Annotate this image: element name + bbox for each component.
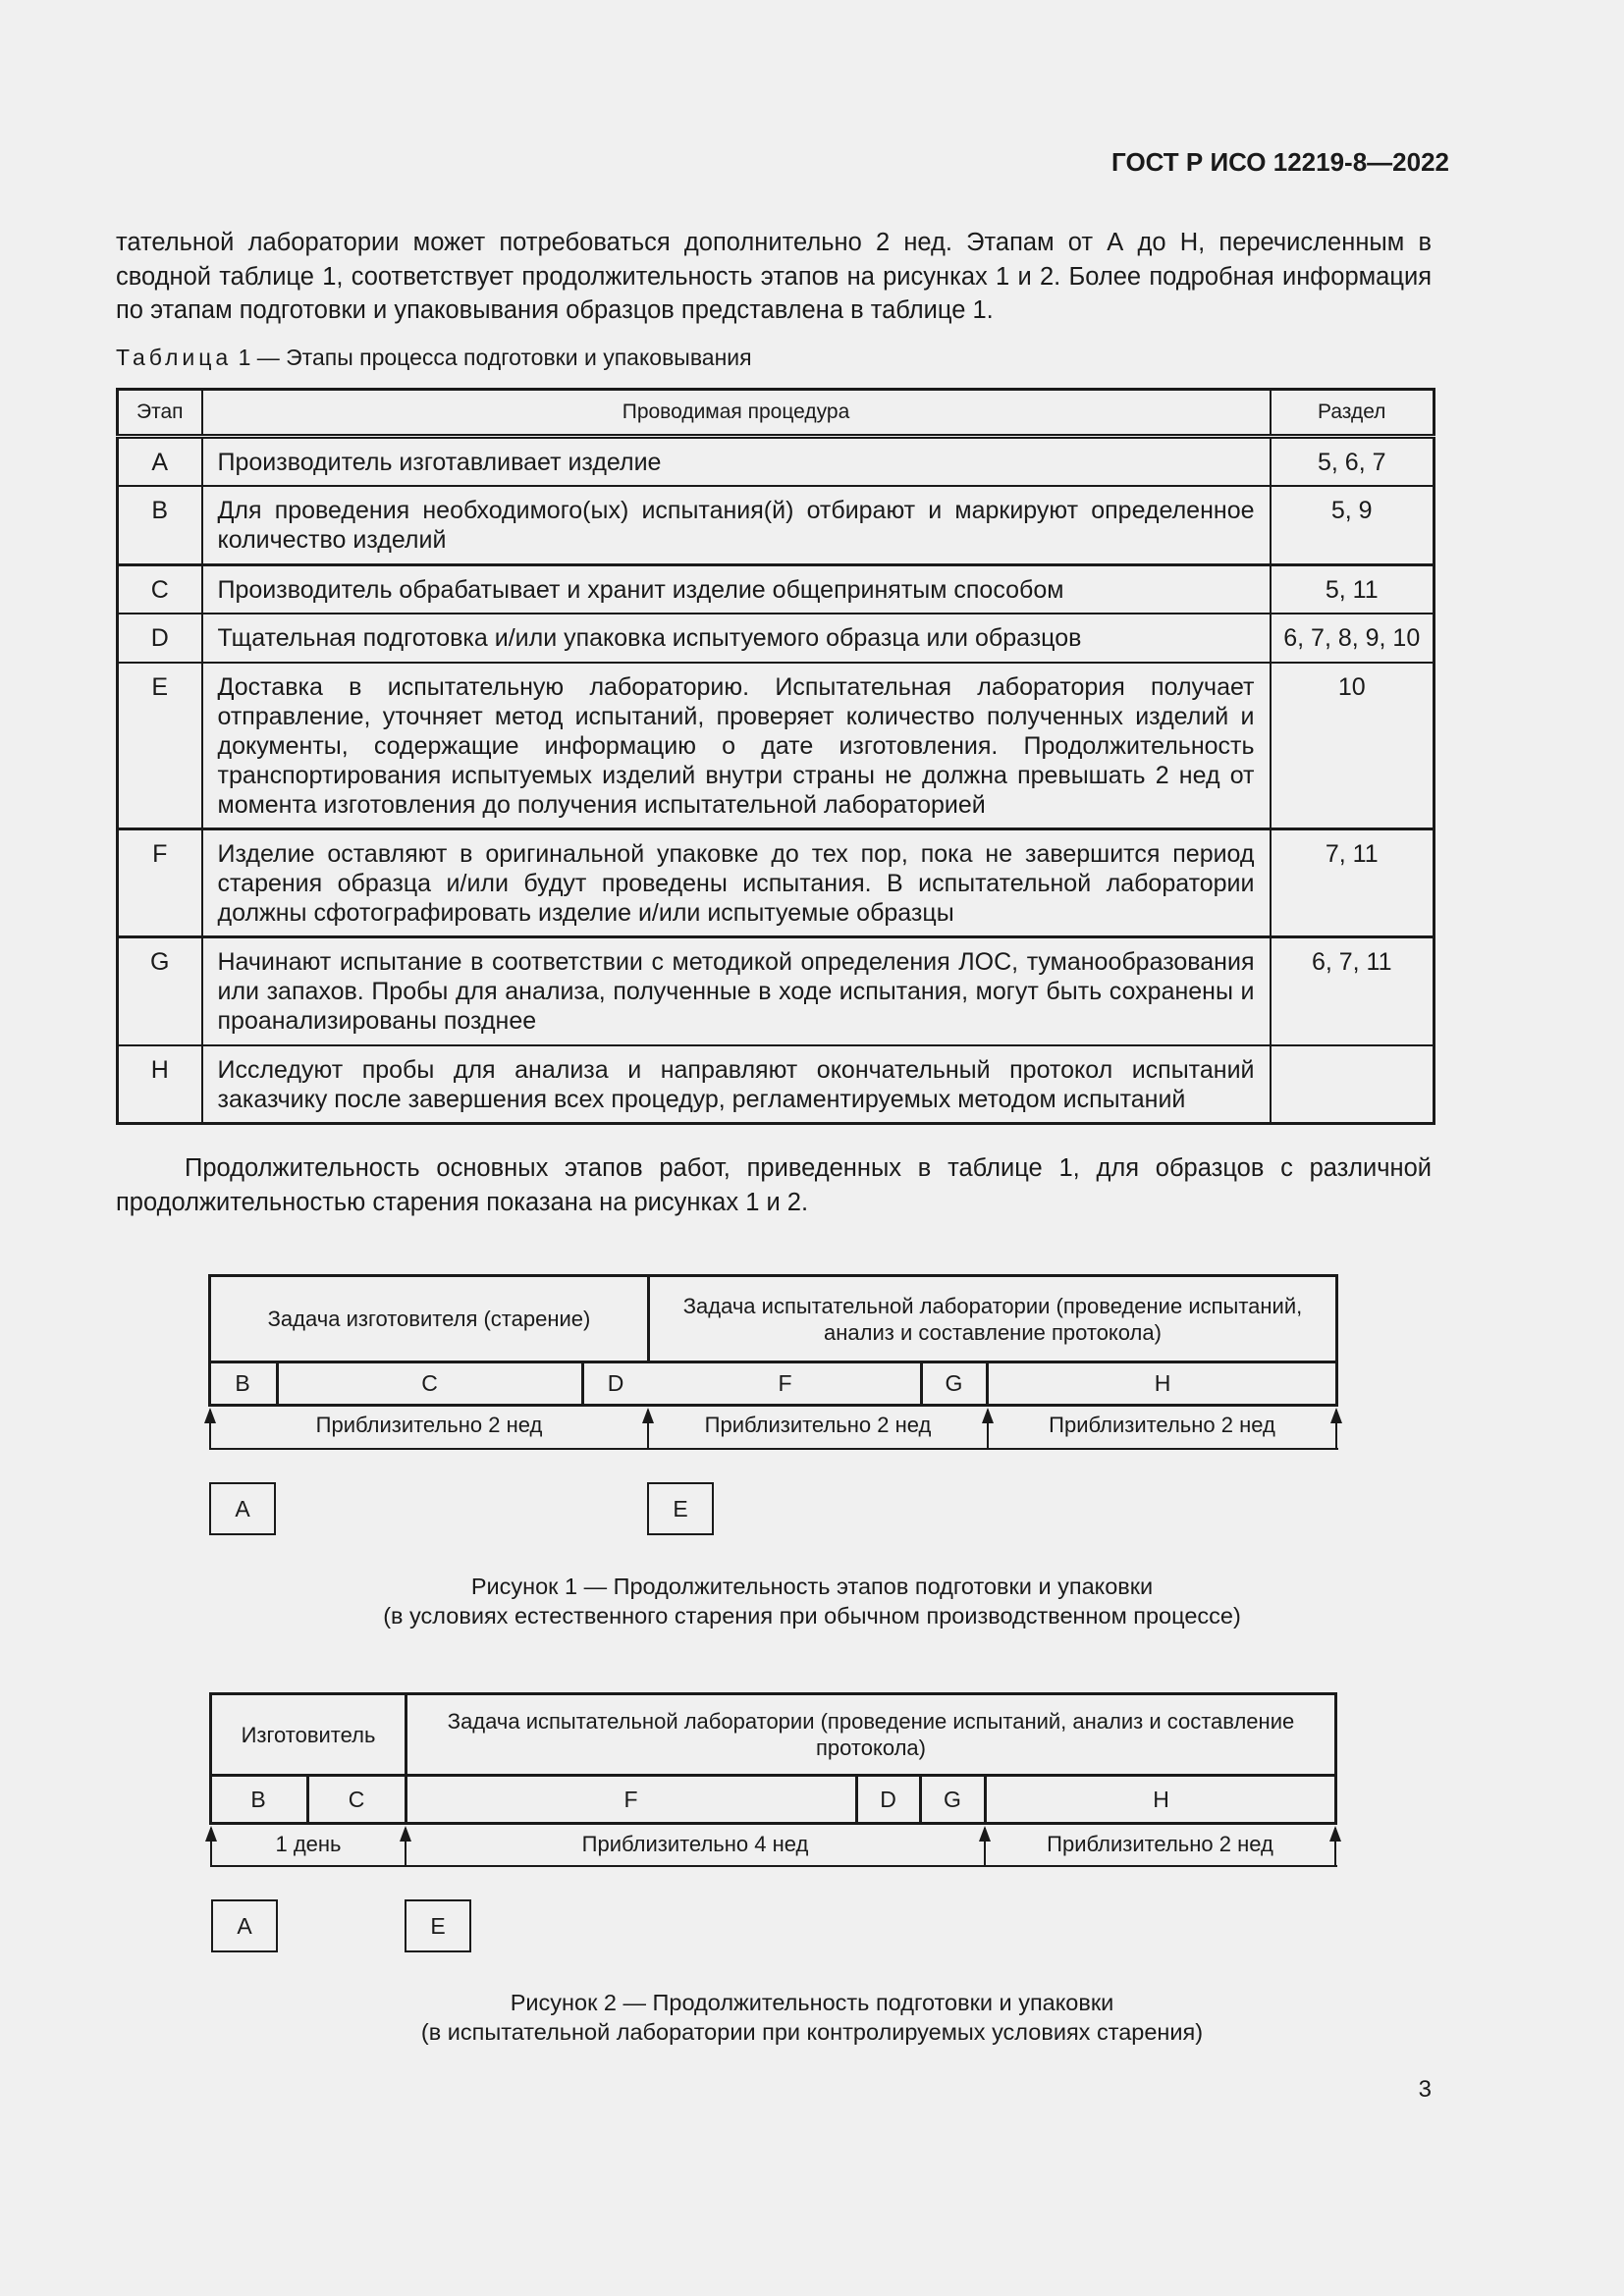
- figures-intro-paragraph: Продолжительность основных этапов работ, приведенных в таблице 1, для образцов с различной продолжительностью старения показана на рисунках 1 и 2.: [116, 1154, 1432, 1216]
- procedure-cell: Изделие оставляют в оригинальной упаковке до тех пор, пока не завершится период старения образца и/или будут проведены испытания. В испытательной лаборатории должны сфотографировать изделие и/или испытуемые образцы: [202, 829, 1271, 937]
- intro-paragraph: тательной лаборатории может потребоваться дополнительно 2 нед. Этапам от А до Н, перечисленным в сводной таблице 1, соответствует продолжительность этапов на рисунках 1 и 2. Более подробная информация по этапам подготовки и упаковывания образцов представлена в таблице 1.: [116, 229, 1432, 324]
- table-row: [118, 486, 1435, 564]
- stage-cell: H: [118, 1045, 202, 1124]
- table-row: [118, 663, 1435, 829]
- procedure-cell: Тщательная подготовка и/или упаковка испытуемого образца или образцов: [202, 614, 1271, 663]
- section-cell: 5, 11: [1271, 564, 1435, 614]
- stage-label-g: G: [945, 1370, 963, 1396]
- timeline-baseline: [209, 1448, 1338, 1450]
- stage-label-h: H: [1154, 1370, 1171, 1396]
- procedure-cell: Начинают испытание в соответствии с методикой определения ЛОС, туманообразования или запахов. Пробы для анализа, полученные в ходе испытания, могут быть сохранены и проанализированы позднее: [202, 937, 1271, 1045]
- stage-label-c: C: [348, 1786, 365, 1812]
- column-header-procedure: Проводимая процедура: [202, 390, 1271, 437]
- stage-cell: E: [118, 663, 202, 829]
- procedure-cell: Производитель изготавливает изделие: [202, 437, 1271, 487]
- stage-cell: F: [118, 829, 202, 937]
- figure-1-caption-line1: Рисунок 1 — Продолжительность этапов подготовки и упаковки: [470, 1574, 1154, 1599]
- procedure-cell: Производитель обрабатывает и хранит изделие общепринятым способом: [202, 564, 1271, 614]
- stage-label-f: F: [778, 1370, 792, 1396]
- figure-2-caption-line1: Рисунок 2 — Продолжительность подготовки и упаковки: [510, 1990, 1114, 2015]
- stage-label-h: H: [1153, 1786, 1169, 1812]
- stage-label-c: C: [421, 1370, 438, 1396]
- table-row: [118, 937, 1435, 1045]
- table-header-row: [118, 390, 1435, 437]
- section-cell: 6, 7, 11: [1271, 937, 1435, 1045]
- figure-2-caption-line2: (в испытательной лаборатории при контролируемых условиях старения): [420, 2019, 1204, 2045]
- column-header-section: Раздел: [1271, 390, 1435, 437]
- stage-label-b: B: [235, 1370, 250, 1396]
- procedure-cell: Исследуют пробы для анализа и направляют окончательный протокол испытаний заказчику после завершения всех процедур, регламентируемых методом испытаний: [202, 1045, 1271, 1124]
- stage-label-g: G: [944, 1786, 961, 1812]
- stage-cell: B: [118, 486, 202, 564]
- section-cell: 6, 7, 8, 9, 10: [1271, 614, 1435, 663]
- table-caption-word: Таблица: [116, 345, 233, 370]
- marker-e-box: E: [405, 1899, 471, 1952]
- section-cell: 10: [1271, 663, 1435, 829]
- marker-a-box: A: [209, 1482, 276, 1535]
- duration-label: Приблизительно 4 нед: [581, 1832, 809, 1856]
- procedure-cell: Доставка в испытательную лабораторию. Испытательная лаборатория получает отправление, уточняет метод испытаний, проверяет количество полученных изделий и документы, содержащие информацию о дате изготовления. Продолжительность транспортирования испытуемых изделий внутри страны не должна превышать 2 нед от момента изготовления до получения испытательной лабораторией: [202, 663, 1271, 829]
- timeline-baseline: [210, 1865, 1337, 1867]
- column-header-stage: Этап: [118, 390, 202, 437]
- table-caption-title: 1 — Этапы процесса подготовки и упаковывания: [238, 345, 752, 370]
- duration-label: Приблизительно 2 нед: [704, 1413, 932, 1437]
- stage-cell: C: [118, 564, 202, 614]
- table-row: [118, 829, 1435, 937]
- marker-a-box: A: [211, 1899, 278, 1952]
- stage-label-b: B: [250, 1786, 266, 1812]
- table-caption: [116, 345, 752, 371]
- stages-table: [116, 388, 1435, 1125]
- stage-label-d: D: [880, 1786, 896, 1812]
- lab-task-box: Задача испытательной лаборатории (проведение испытаний, анализ и составление протокола): [647, 1274, 1338, 1363]
- stage-label-d: D: [607, 1370, 624, 1396]
- stage-label-f: F: [623, 1786, 638, 1812]
- table-row: [118, 614, 1435, 663]
- section-cell: 7, 11: [1271, 829, 1435, 937]
- procedure-cell: Для проведения необходимого(ых) испытания(й) отбирают и маркируют определенное количество изделий: [202, 486, 1271, 564]
- figure-1-caption: [0, 1572, 1624, 1630]
- document-header: ГОСТ Р ИСО 12219-8—2022: [1111, 147, 1449, 177]
- page-number: 3: [1418, 2076, 1432, 2103]
- duration-label: 1 день: [275, 1832, 342, 1856]
- section-cell: [1271, 1045, 1435, 1124]
- duration-label: Приблизительно 2 нед: [1049, 1413, 1275, 1437]
- duration-label: Приблизительно 2 нед: [1047, 1832, 1273, 1856]
- figure-1-caption-line2: (в условиях естественного старения при обычном производственном процессе): [383, 1603, 1241, 1629]
- section-cell: 5, 6, 7: [1271, 437, 1435, 487]
- lab-task-box: Задача испытательной лаборатории (проведение испытаний, анализ и составление протокола): [405, 1692, 1337, 1777]
- marker-e-box: E: [647, 1482, 714, 1535]
- table-row: [118, 1045, 1435, 1124]
- manufacturer-task-box: Задача изготовителя (старение): [208, 1274, 650, 1363]
- section-cell: 5, 9: [1271, 486, 1435, 564]
- stage-cell: G: [118, 937, 202, 1045]
- table-row: [118, 437, 1435, 487]
- table-row: [118, 564, 1435, 614]
- figure-2-caption: [0, 1988, 1624, 2047]
- stage-cell: D: [118, 614, 202, 663]
- duration-label: Приблизительно 2 нед: [315, 1413, 543, 1437]
- stage-cell: A: [118, 437, 202, 487]
- manufacturer-box: Изготовитель: [209, 1692, 407, 1777]
